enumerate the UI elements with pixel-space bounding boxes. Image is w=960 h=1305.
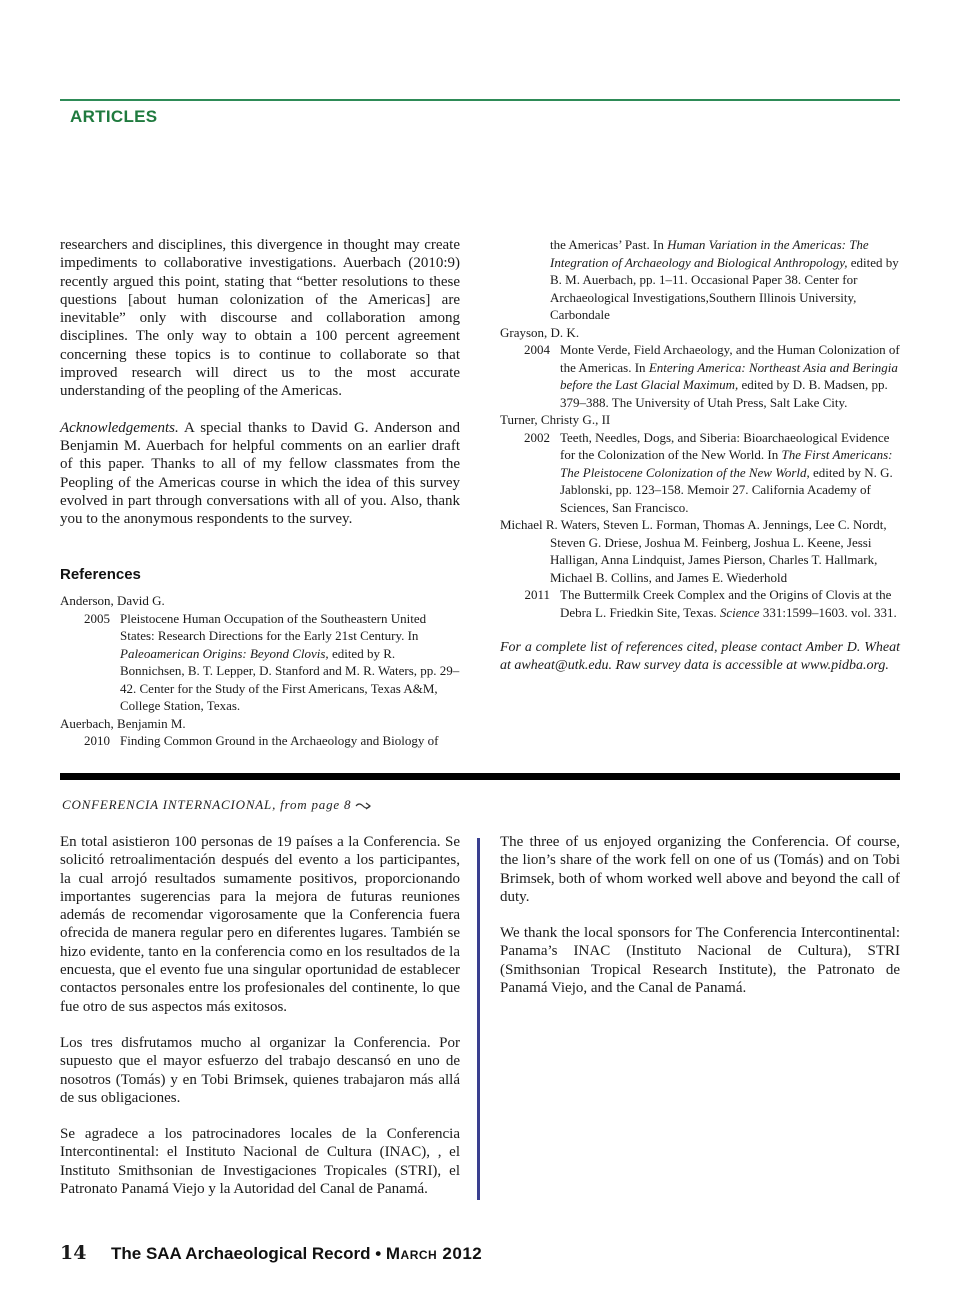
reference-author: Michael R. Waters, Steven L. Forman, Thomas A. Jennings, Lee C. Nordt, Steven G. Driese, Joshua M. Feinberg, Joshua L. Keene, Jessi Halligan, Anna Lindquist, James Pierson, Charles T. Hallmark, Michael B. Collins, and James E. Wiederhold	[500, 517, 887, 585]
reference-year: 2005	[84, 610, 110, 626]
header-rule	[60, 99, 900, 101]
reference-text: Teeth, Needles, Dogs, and Siberia: Bioarchaeological Evidence for the Colonization of the New World. In	[560, 429, 890, 462]
reference-title: Human Variation in the Americas: The Integration of Archaeology and Biological Anthropology,	[550, 237, 869, 270]
reference-author: Anderson, David G.	[60, 593, 165, 609]
reference-text: edited by B. M. Auerbach, pp. 1–11. Occasional Paper 38. Center for Archaeological Investigations,Southern Illinois University, Carbondale	[550, 254, 899, 322]
english-paragraph: We thank the local sponsors for The Conferencia Intercontinental: Panama’s INAC (Instituto Nacional de Cultura), STRI (Smithsonian Tropical Research Institute), the Patronato de Panamá Viejo, and the Canal de Panamá.	[500, 925, 900, 997]
left-column	[60, 236, 460, 750]
references-heading: References	[60, 566, 141, 584]
reference-author: Grayson, D. K.	[500, 324, 580, 340]
reference-text: Monte Verde, Field Archaeology, and the Human Colonization of the Americas. In	[560, 342, 900, 375]
issue-date: March 2012	[385, 1244, 483, 1263]
reference-entry	[60, 732, 460, 750]
reference-text: the Americas’ Past. In	[550, 237, 668, 252]
reference-text: edited by N. G. Jablonski, pp. 123–158. Memoir 27. California Academy of Sciences, San Francisco.	[560, 464, 893, 515]
english-column	[500, 833, 900, 1015]
reference-text: 331:1599–1603. vol. 331.	[759, 604, 897, 620]
reference-author: Auerbach, Benjamin M.	[60, 715, 186, 731]
spanish-paragraph: En total asistieron 100 personas de 19 países a la Conferencia. Se solicitó retroalimentación después del evento a los participantes, la cual arrojó resultados sumamente positivos, proporcionando importantes sugerencias para la mejora de futuras reuniones además de recomendar vigorosamente que la Conferencia fuera ofrecida de manera regular pero en diferentes lugares. También se hizo evidente, tanto en la conferencia como en los resultados de la encuesta, que el evento fue una singular oportunidad de establecer contactos personales entre los profesionales del continente, lo que fue otro de sus aspectos más exitosos.	[60, 834, 460, 1015]
reference-entry	[500, 429, 900, 517]
footer-bullet: •	[370, 1244, 386, 1263]
publication-title: The SAA Archaeological Record	[111, 1244, 371, 1263]
reference-text: Finding Common Ground in the Archaeology and Biology of	[120, 733, 439, 749]
english-paragraph: The three of us enjoyed organizing the Conferencia. Of course, the lion’s share of the work fell on one of us (Tomás) and on Tobi Brimsek, both of whom worked well above and beyond the call of duty.	[500, 834, 900, 905]
spanish-paragraph: Se agradece a los patrocinadores locales de la Conferencia Intercontinental: el Instituto Nacional de Cultura (INAC), , el Instituto Smithsonian de Investigaciones Tropicales (STRI), el Patronato Panamá Viejo y la Autoridad del Canal de Panamá.	[60, 1126, 460, 1198]
section-label: ARTICLES	[70, 107, 158, 126]
acknowledgements-label: Acknowledgements.	[60, 419, 179, 436]
right-column	[500, 236, 900, 689]
continuation-label: CONFERENCIA INTERNACIONAL,	[62, 797, 277, 812]
page-number: 14	[60, 1242, 87, 1264]
reference-year: 2010	[84, 733, 110, 749]
reference-text: edited by D. B. Madsen, pp. 379–388. The University of Utah Press, Salt Lake City.	[560, 377, 888, 410]
section-divider	[60, 773, 900, 780]
reference-title: Paleoamerican Origins: Beyond Clovis,	[120, 645, 329, 661]
reference-year: 2004	[524, 342, 550, 357]
reference-entry	[60, 610, 460, 715]
reference-author: Turner, Christy G., II	[500, 412, 611, 427]
reference-text: The Buttermilk Creek Complex and the Origins of Clovis at the Debra L. Friedkin Site, Texas.	[560, 587, 892, 620]
acknowledgements-text: A special thanks to David G. Anderson and Benjamin M. Auerbach for helpful comments on an earlier draft of this paper. Thanks to all of my fellow classmates from the Peopling of the Americas course in which the idea of this survey evolved in part through conversations with all of you. Also, thank you to the anonymous respondents to the survey.	[60, 419, 460, 528]
reference-continuation	[550, 236, 900, 324]
reference-author-block	[500, 516, 900, 586]
footer-publication	[111, 1244, 482, 1264]
reference-entry	[500, 586, 900, 621]
body-paragraph: researchers and disciplines, this divergence in thought may create impediments to collaborative investigations. Auerbach (2010:9) recently argued this point, stating that “better resolutions to these questions [about human colonization of the Americas] are inevitable” only with discourse and collaboration among disciplines. The only way to obtain a 100 percent agreement concerning these topics is to continue to collaborate so that improved research will direct us to the most accurate understanding of the peopling of the Americas.	[60, 237, 460, 400]
acknowledgements-paragraph	[60, 419, 460, 529]
reference-title: The First Americans: The Pleistocene Colonization of the New World,	[560, 447, 893, 480]
reference-journal: Science	[719, 604, 760, 620]
reference-text: Pleistocene Human Occupation of the Southeastern United States: Research Directions for the Early 21st Century. In	[120, 610, 427, 644]
reference-title: Entering America: Northeast Asia and Beringia before the Last Glacial Maximum,	[560, 359, 898, 392]
reference-year: 2011	[524, 587, 550, 602]
reference-year: 2002	[524, 429, 550, 445]
reference-entry	[500, 341, 900, 411]
continued-arrow-icon	[355, 797, 371, 812]
spanish-paragraph: Los tres disfrutamos mucho al organizar la Conferencia. Por supuesto que el mayor esfuerzo del trabajo descansó en uno de nosotros (Tomás) y en Tobi Brimsek, quienes trabajaron más allá de sus obligaciones.	[60, 1034, 460, 1106]
reference-text: edited by R. Bonnichsen, B. T. Lepper, D. Stanford and M. R. Waters, pp. 29–42. Center for the Study of the First Americans, Texas A&M, College Station, Texas.	[120, 645, 460, 714]
continuation-from: from page 8	[276, 797, 352, 812]
column-divider-bar	[477, 838, 480, 1200]
spanish-column	[60, 833, 460, 1216]
continuation-line	[62, 797, 371, 813]
closing-note: For a complete list of references cited, please contact Amber D. Wheat at awheat@utk.edu. Raw survey data is accessible at www.pidba.org.	[500, 640, 900, 673]
